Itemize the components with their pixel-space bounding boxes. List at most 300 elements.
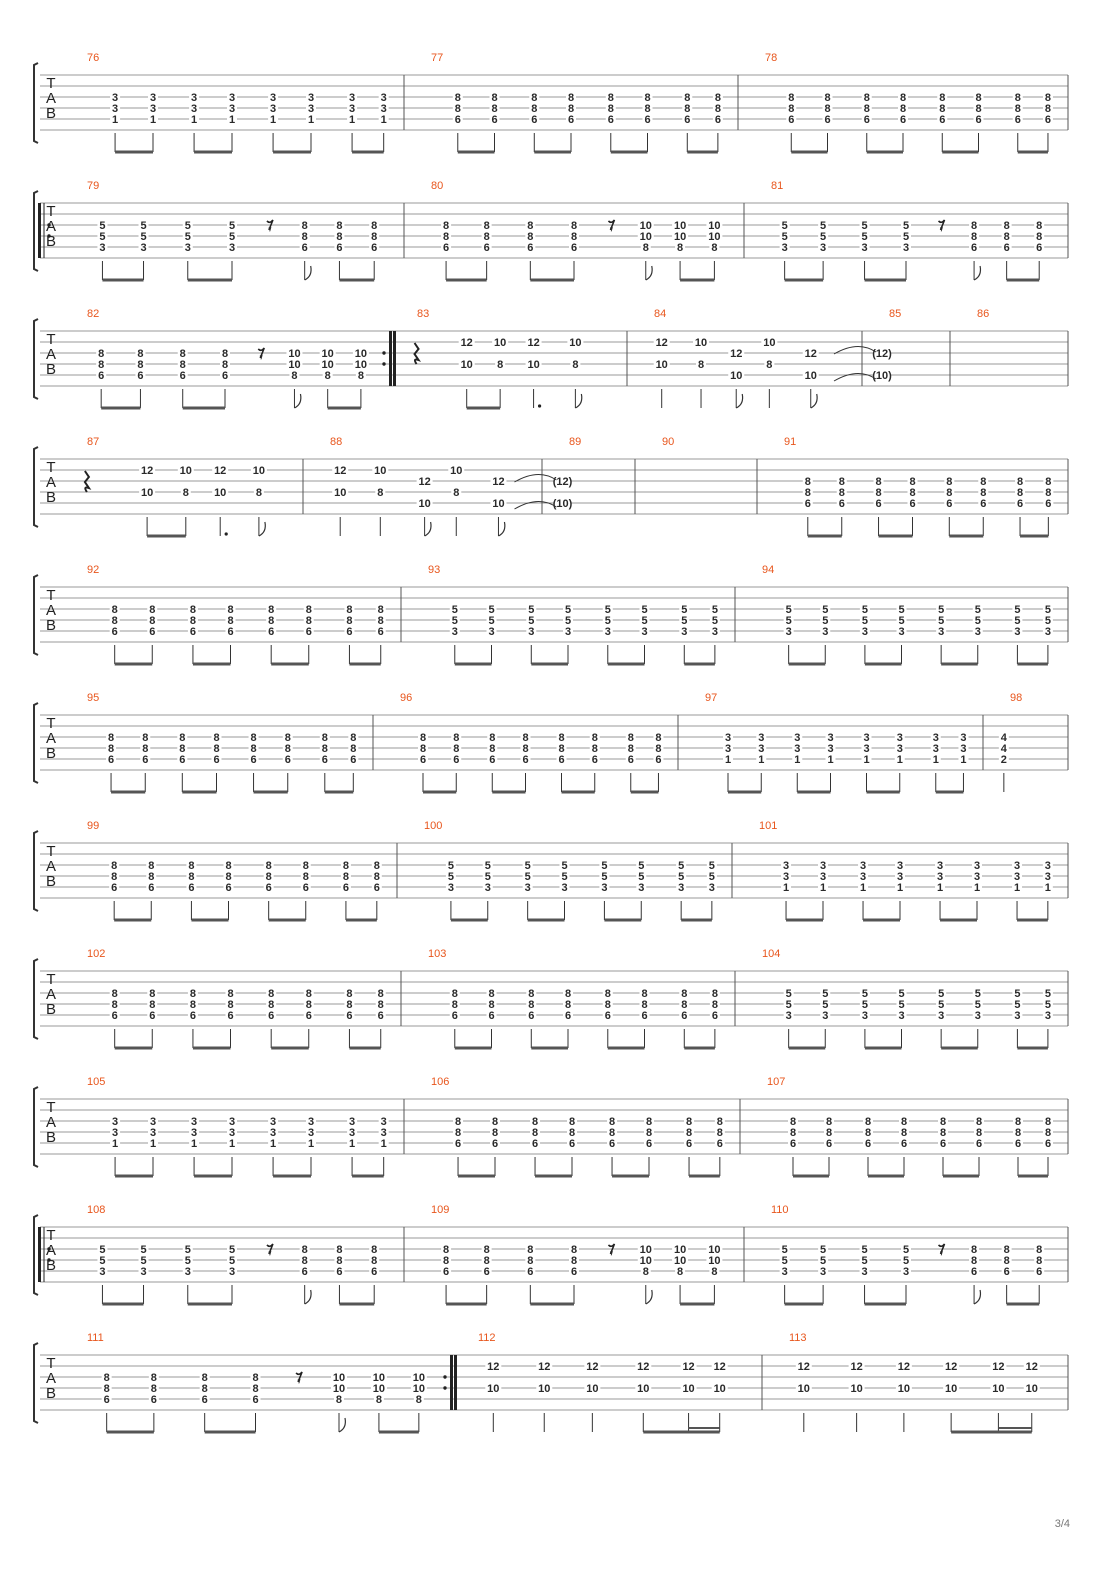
- fret-number: 5: [601, 860, 608, 872]
- fret-number: 8: [1003, 231, 1010, 243]
- fret-number: 8: [321, 732, 328, 744]
- fret-number: 5: [974, 615, 981, 627]
- fret-number: 6: [201, 1394, 208, 1406]
- fret-number: 8: [971, 220, 978, 232]
- fret-number: 1: [228, 114, 236, 126]
- measure-number: 112: [478, 1332, 496, 1344]
- fret-number: 3: [380, 1127, 387, 1139]
- fret-number: 6: [371, 1266, 378, 1278]
- fret-number: 8: [608, 1116, 616, 1128]
- fret-number: 12: [140, 465, 154, 477]
- fret-number: 3: [678, 882, 685, 894]
- fret-number: 8: [225, 871, 232, 883]
- fret-number: 10: [214, 487, 227, 499]
- fret-number: 6: [225, 882, 232, 894]
- measure-number: 92: [87, 564, 100, 576]
- fret-number: 8: [838, 476, 845, 488]
- fret-number: 6: [346, 1010, 353, 1022]
- fret-number: 8: [522, 732, 529, 744]
- eighth-rest-icon: 𝄾: [268, 1248, 272, 1260]
- fret-number: 6: [824, 114, 831, 126]
- tab-clef-letter: B: [45, 1385, 57, 1402]
- fret-number: 1: [349, 1138, 356, 1150]
- tab-clef-letter: T: [46, 331, 56, 348]
- fret-number: 12: [214, 465, 227, 477]
- fret-number: 8: [454, 1127, 462, 1139]
- fret-number: 3: [1014, 1010, 1021, 1022]
- measure-number: 80: [431, 180, 444, 192]
- fret-number: 6: [1014, 1138, 1022, 1150]
- system-bracket: [34, 1087, 38, 1167]
- fret-number: 8: [268, 988, 275, 1000]
- fret-number: 1: [191, 1138, 198, 1150]
- fret-number: 8: [221, 359, 229, 371]
- fret-number: 5: [820, 220, 827, 232]
- tab-clef-letter: A: [45, 346, 57, 363]
- fret-number: 3: [307, 103, 315, 115]
- fret-number: 3: [794, 743, 801, 755]
- fret-number: 10: [797, 1383, 810, 1395]
- fret-number: 8: [531, 1116, 539, 1128]
- fret-number: 6: [483, 242, 490, 254]
- fret-number: 8: [148, 871, 155, 883]
- measure-number: 77: [431, 52, 444, 64]
- repeat-dot: [382, 351, 385, 354]
- fret-number: 6: [681, 1010, 688, 1022]
- fret-number: 6: [909, 498, 916, 510]
- fret-number: 1: [307, 1138, 315, 1150]
- fret-number: 8: [522, 743, 529, 755]
- fret-number: 10: [332, 1383, 346, 1395]
- measure-number: 105: [87, 1076, 106, 1088]
- fret-number: 8: [489, 732, 496, 744]
- fret-number: 6: [825, 1138, 833, 1150]
- fret-number: 3: [936, 860, 944, 872]
- fret-number: 1: [112, 1138, 119, 1150]
- fret-number: 10: [804, 370, 817, 382]
- fret-number: 3: [484, 882, 491, 894]
- tab-clef-letter: A: [45, 1114, 57, 1131]
- fret-number: 3: [349, 1116, 356, 1128]
- fret-number: 8: [864, 1127, 872, 1139]
- tab-clef-letter: B: [45, 233, 57, 250]
- fret-number: 6: [645, 1138, 653, 1150]
- measure-number: 93: [428, 564, 441, 576]
- fret-number: 3: [861, 1010, 868, 1022]
- fret-number: 8: [939, 103, 946, 115]
- fret-number: 8: [1045, 476, 1052, 488]
- fret-number: 3: [228, 103, 236, 115]
- fret-number: 8: [148, 860, 155, 872]
- fret-number: 3: [349, 1127, 356, 1139]
- fret-number: 8: [371, 1244, 378, 1256]
- fret-number: 8: [825, 1127, 833, 1139]
- fret-number: 3: [724, 732, 732, 744]
- note-flag: [294, 394, 300, 408]
- fret-number: 12: [655, 337, 668, 349]
- fret-number: 3: [307, 1127, 315, 1139]
- fret-number: 8: [642, 242, 649, 254]
- system-bracket: [34, 63, 38, 143]
- fret-number: 6: [268, 1010, 275, 1022]
- fret-number: 6: [149, 626, 156, 638]
- fret-number: 8: [1036, 1244, 1043, 1256]
- note-flag: [736, 394, 742, 408]
- fret-number: 6: [419, 754, 427, 766]
- measure-number: 101: [759, 820, 778, 832]
- fret-number: 8: [946, 487, 953, 499]
- fret-number: 8: [213, 743, 220, 755]
- fret-number: 10: [673, 1244, 687, 1256]
- fret-number: 8: [528, 999, 535, 1011]
- fret-number: 5: [184, 1244, 191, 1256]
- eighth-rest-icon: 𝄾: [940, 1248, 943, 1260]
- fret-number: 8: [1036, 1255, 1043, 1267]
- fret-number: 3: [191, 92, 198, 104]
- system-bracket: [34, 319, 38, 399]
- fret-number: 5: [99, 1255, 106, 1267]
- fret-number: 10: [708, 231, 721, 243]
- fret-number: 8: [483, 231, 490, 243]
- tab-clef-letter: A: [45, 474, 57, 491]
- fret-number: 8: [377, 988, 384, 1000]
- fret-number: 8: [604, 988, 611, 1000]
- fret-number: 3: [902, 1266, 910, 1278]
- fret-number: 3: [1044, 860, 1051, 872]
- fret-number: 8: [149, 988, 156, 1000]
- fret-number: 8: [189, 615, 197, 627]
- measure-number: 90: [662, 436, 675, 448]
- fret-number: 8: [1045, 487, 1052, 499]
- fret-number: 5: [861, 615, 868, 627]
- fret-number: 3: [861, 626, 868, 638]
- fret-number: 3: [270, 1116, 277, 1128]
- fret-number: 3: [270, 103, 277, 115]
- tab-clef-letter: A: [45, 986, 57, 1003]
- fret-number: 8: [875, 476, 882, 488]
- fret-number: 5: [1044, 988, 1051, 1000]
- eighth-rest-icon: 𝄾: [297, 1376, 301, 1388]
- fret-number: 10: [418, 498, 431, 510]
- fret-number: 5: [781, 1244, 788, 1256]
- fret-number: 6: [336, 242, 343, 254]
- fret-number: 3: [638, 882, 645, 894]
- fret-number: 6: [346, 626, 353, 638]
- fret-number: 8: [975, 92, 982, 104]
- fret-number: 10: [708, 1244, 721, 1256]
- fret-number: 5: [228, 1255, 236, 1267]
- fret-number: 5: [938, 999, 945, 1011]
- fret-number: 6: [342, 882, 349, 894]
- fret-number: 5: [140, 1255, 147, 1267]
- fret-number: 6: [1014, 114, 1021, 126]
- fret-number: 10: [140, 487, 154, 499]
- fret-number: 8: [103, 1372, 110, 1384]
- fret-number: 8: [531, 92, 538, 104]
- fret-number: 3: [270, 92, 277, 104]
- fret-number: 8: [483, 1255, 490, 1267]
- fret-number: 8: [483, 220, 490, 232]
- fret-number: 8: [373, 860, 380, 872]
- fret-number: 5: [451, 615, 458, 627]
- measure-number: 111: [87, 1332, 104, 1344]
- repeat-end-thick-bar: [450, 1355, 453, 1410]
- fret-number: 8: [371, 1255, 378, 1267]
- fret-number: 10: [682, 1383, 695, 1395]
- fret-number: 8: [179, 359, 186, 371]
- fret-number: 10: [321, 348, 334, 360]
- fret-number: 3: [938, 1010, 945, 1022]
- fret-number: 8: [98, 348, 105, 360]
- fret-number: 10: [412, 1383, 425, 1395]
- fret-number: 6: [863, 114, 870, 126]
- fret-number: 8: [980, 476, 987, 488]
- fret-number: 1: [307, 114, 315, 126]
- fret-number: 1: [1013, 882, 1021, 894]
- fret-number: 5: [524, 871, 531, 883]
- fret-number: 10: [288, 348, 301, 360]
- fret-number: 8: [284, 743, 291, 755]
- fret-number: 8: [607, 92, 614, 104]
- measure-number: 78: [765, 52, 778, 64]
- fret-number: 6: [1044, 1138, 1052, 1150]
- fret-number: 8: [111, 988, 118, 1000]
- fret-number: 5: [785, 604, 792, 616]
- system-bracket: [34, 959, 38, 1039]
- fret-number: 8: [1014, 1116, 1022, 1128]
- fret-number: 5: [638, 871, 645, 883]
- fret-number: 8: [350, 743, 357, 755]
- fret-number: 6: [305, 626, 312, 638]
- fret-number: 6: [301, 1266, 308, 1278]
- fret-number: 3: [785, 626, 792, 638]
- fret-number: 6: [567, 114, 575, 126]
- fret-number: 8: [527, 1244, 534, 1256]
- fret-number: 6: [150, 1394, 157, 1406]
- fret-number: 8: [1014, 1127, 1022, 1139]
- fret-number: 5: [708, 871, 715, 883]
- fret-number: 8: [342, 871, 349, 883]
- fret-number: 6: [377, 626, 384, 638]
- measure-number: 82: [87, 308, 100, 320]
- repeat-thick-bar: [454, 1355, 457, 1410]
- fret-number: 10: [288, 359, 301, 371]
- fret-number: 12: [713, 1361, 726, 1373]
- tab-clef-letter: A: [45, 602, 57, 619]
- fret-number: 6: [227, 626, 234, 638]
- tab-clef-letter: B: [45, 745, 57, 762]
- fret-number: 6: [1045, 498, 1052, 510]
- fret-number: 6: [527, 1266, 534, 1278]
- fret-number: 5: [1014, 988, 1021, 1000]
- tab-clef-letter: B: [45, 1001, 57, 1018]
- fret-number: 6: [305, 1010, 312, 1022]
- fret-number: 10: [639, 1244, 652, 1256]
- fret-number: 8: [227, 604, 234, 616]
- fret-number: 3: [820, 1266, 827, 1278]
- fret-number: 8: [766, 359, 773, 371]
- fret-number: 6: [946, 498, 953, 510]
- fret-number: 5: [99, 231, 106, 243]
- fret-number: 8: [111, 999, 118, 1011]
- fret-number: 8: [971, 231, 978, 243]
- tab-clef-letter: B: [45, 1129, 57, 1146]
- staff-system: [34, 319, 1068, 408]
- fret-number: 8: [284, 732, 291, 744]
- fret-number: 5: [228, 1244, 236, 1256]
- fret-number: 8: [357, 370, 364, 382]
- fret-number: 8: [975, 1127, 983, 1139]
- fret-number: 3: [724, 743, 732, 755]
- fret-number: 3: [149, 1127, 157, 1139]
- fret-number: 8: [899, 103, 907, 115]
- note-flag: [425, 522, 431, 536]
- fret-number: 8: [788, 103, 795, 115]
- fret-number: 10: [412, 1372, 425, 1384]
- fret-number: 8: [346, 604, 353, 616]
- fret-number: 5: [1044, 604, 1051, 616]
- fret-number: 6: [531, 114, 538, 126]
- fret-number: 5: [781, 231, 788, 243]
- fret-number: 12: [804, 348, 817, 360]
- measure-number: 98: [1010, 692, 1023, 704]
- fret-number: 4: [1000, 743, 1007, 755]
- fret-number: 8: [265, 871, 272, 883]
- fret-number: 8: [627, 743, 634, 755]
- fret-number: 6: [980, 498, 987, 510]
- fret-number: 8: [558, 732, 565, 744]
- fret-number: 5: [447, 871, 454, 883]
- tab-clef-letter: T: [46, 1227, 56, 1244]
- fret-number: 3: [184, 242, 191, 254]
- fret-number: 6: [789, 1138, 797, 1150]
- fret-number: 5: [820, 231, 827, 243]
- fret-number: 8: [824, 92, 831, 104]
- fret-number: 8: [483, 1244, 490, 1256]
- fret-number: 12: [945, 1361, 958, 1373]
- fret-number: 8: [939, 1116, 947, 1128]
- fret-number: 6: [711, 1010, 718, 1022]
- fret-number: 3: [896, 732, 903, 744]
- fret-number: 12: [334, 465, 347, 477]
- fret-number: 8: [324, 370, 331, 382]
- fret-number: 3: [711, 626, 718, 638]
- fret-number: 6: [644, 114, 651, 126]
- fret-number: 3: [191, 103, 198, 115]
- fret-number: 8: [415, 1394, 422, 1406]
- fret-number: 8: [321, 743, 328, 755]
- fret-number: 8: [570, 1244, 578, 1256]
- fret-number: 8: [250, 743, 257, 755]
- fret-number: 8: [371, 220, 378, 232]
- fret-number: 5: [902, 231, 910, 243]
- eighth-rest-icon: 𝄾: [268, 224, 272, 236]
- fret-number: 6: [716, 1138, 723, 1150]
- fret-number: 8: [531, 103, 538, 115]
- fret-number: 8: [179, 743, 186, 755]
- fret-number: 10: [494, 337, 507, 349]
- fret-number: 8: [336, 1244, 343, 1256]
- fret-number: 8: [608, 1127, 616, 1139]
- fret-number: 8: [443, 220, 450, 232]
- fret-number: 5: [785, 615, 792, 627]
- fret-number: 8: [221, 348, 229, 360]
- fret-number: 1: [112, 114, 119, 126]
- fret-number: 8: [454, 103, 461, 115]
- fret-number: 5: [898, 999, 905, 1011]
- fret-number: 6: [1036, 242, 1043, 254]
- fret-number: 6: [900, 1138, 908, 1150]
- fret-number: 1: [936, 882, 944, 894]
- fret-number: 5: [861, 231, 868, 243]
- fret-number: 5: [228, 220, 236, 232]
- fret-number: 1: [349, 114, 356, 126]
- system-bracket: [34, 1343, 38, 1423]
- fret-number: 8: [975, 103, 982, 115]
- fret-number: 8: [641, 999, 648, 1011]
- fret-number: 8: [1016, 487, 1024, 499]
- fret-number: 5: [140, 1244, 147, 1256]
- note-flag: [305, 1290, 311, 1304]
- fret-number: 6: [488, 1010, 495, 1022]
- fret-number: 6: [252, 1394, 259, 1406]
- fret-number: 3: [863, 743, 870, 755]
- tab-clef-letter: B: [45, 489, 57, 506]
- tab-clef-letter: T: [46, 971, 56, 988]
- fret-number: 5: [604, 604, 611, 616]
- fret-number: 3: [859, 871, 867, 883]
- tab-clef-letter: A: [45, 858, 57, 875]
- fret-number: 6: [111, 626, 118, 638]
- fret-number: 8: [864, 1116, 872, 1128]
- fret-number: 3: [781, 1266, 788, 1278]
- fret-number: 8: [900, 1116, 908, 1128]
- eighth-rest-icon: 𝄾: [940, 224, 943, 236]
- fret-number: 6: [641, 1010, 648, 1022]
- measure-number: 94: [762, 564, 775, 576]
- fret-number: 8: [789, 1127, 797, 1139]
- system-bracket: [34, 1215, 38, 1295]
- fret-number: 5: [681, 615, 688, 627]
- fret-number: 6: [528, 1010, 535, 1022]
- fret-number: 5: [938, 988, 945, 1000]
- fret-number: 10: [708, 1255, 721, 1267]
- fret-number: 8: [711, 242, 718, 254]
- fret-number: 8: [302, 871, 309, 883]
- fret-number: 1: [973, 882, 981, 894]
- fret-number: 5: [484, 871, 491, 883]
- fret-number: 10: [850, 1383, 863, 1395]
- fret-number: 2: [1000, 754, 1007, 766]
- measure-number: 85: [889, 308, 902, 320]
- fret-number: 8: [711, 1266, 718, 1278]
- tab-clef-letter: A: [45, 218, 57, 235]
- fret-number: 3: [99, 1266, 106, 1278]
- fret-number: 8: [677, 1266, 684, 1278]
- fret-number: 3: [785, 1010, 792, 1022]
- fret-number: 5: [822, 999, 829, 1011]
- fret-number: 3: [191, 1116, 198, 1128]
- fret-number: 3: [528, 626, 535, 638]
- fret-number: 5: [938, 615, 945, 627]
- fret-number: 3: [794, 732, 801, 744]
- system-bracket: [34, 703, 38, 783]
- fret-number: 6: [1044, 114, 1052, 126]
- fret-number: 6: [148, 882, 155, 894]
- fret-number: 5: [785, 988, 792, 1000]
- staff-system: [34, 703, 1068, 792]
- fret-number: 8: [825, 1116, 833, 1128]
